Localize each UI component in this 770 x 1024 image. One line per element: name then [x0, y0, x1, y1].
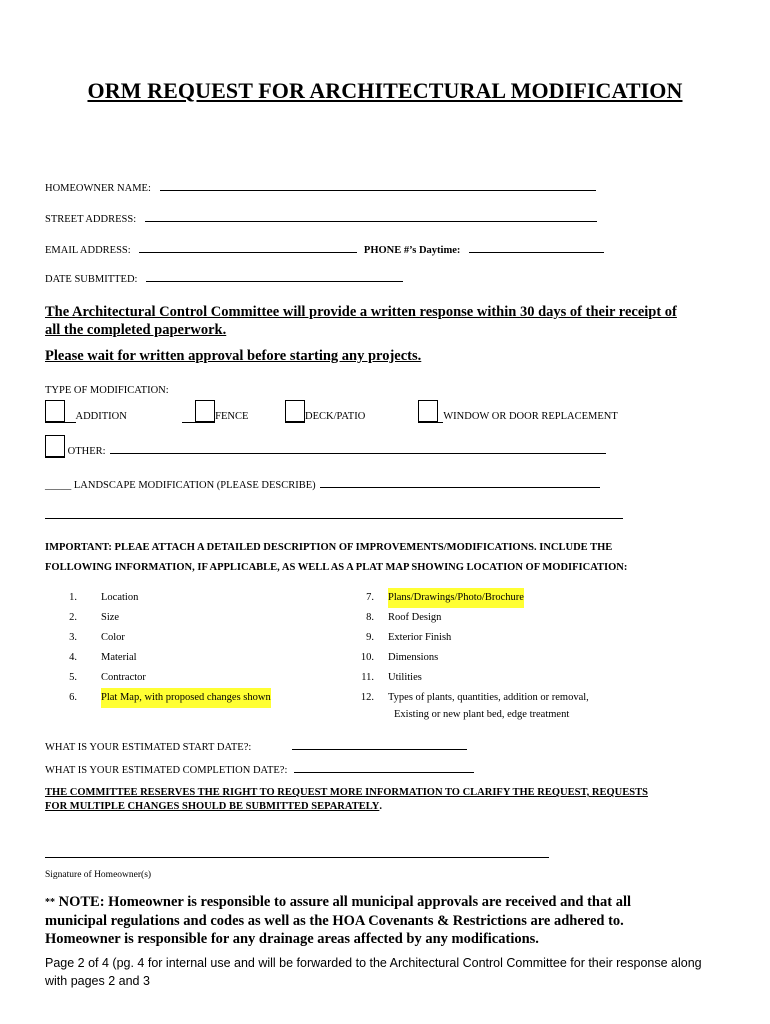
list-item-text: Material	[101, 652, 137, 663]
list-item-number: 5.	[69, 672, 77, 683]
completion-date-label: WHAT IS YOUR ESTIMATED COMPLETION DATE?:	[45, 765, 288, 776]
wait-notice: Please wait for written approval before starting any projects.	[45, 348, 422, 364]
important-line1: IMPORTANT: PLEAE ATTACH A DETAILED DESCRIPTION OF IMPROVEMENTS/MODIFICATIONS. INCLUDE THE	[45, 542, 613, 553]
other-label: OTHER:	[67, 446, 106, 457]
list-item-text: Contractor	[101, 672, 146, 683]
street-address-label: STREET ADDRESS:	[45, 214, 137, 225]
list-item-number: 10.	[360, 652, 374, 663]
footer-line2: with pages 2 and 3	[45, 974, 150, 988]
note-line3: Homeowner is responsible for any drainage areas affected by any modifications.	[45, 931, 539, 947]
list-item-text: Roof Design	[388, 612, 442, 623]
list-item-text: Types of plants, quantities, addition or removal,	[388, 692, 589, 703]
important-line2: FOLLOWING INFORMATION, IF APPLICABLE, AS WELL AS A PLAT MAP SHOWING LOCATION OF MODIFICATION:	[45, 562, 628, 573]
list-item-number: 8.	[366, 612, 374, 623]
list-item-text: Color	[101, 632, 125, 643]
start-date-row	[45, 739, 467, 753]
list-item-number: 6.	[69, 692, 77, 703]
list-item-number: 9.	[366, 632, 374, 643]
list-item-number: 4.	[69, 652, 77, 663]
list-item-text: Size	[101, 612, 120, 623]
email-address-field[interactable]	[139, 242, 357, 253]
email-phone-row	[45, 242, 604, 256]
landscape-field[interactable]	[320, 477, 600, 488]
list-item	[340, 688, 720, 708]
option-deck-patio[interactable]	[285, 400, 365, 423]
fence-checkbox[interactable]	[195, 400, 215, 422]
note-prefix: **	[45, 897, 55, 908]
date-submitted-row	[45, 271, 403, 285]
signature-line[interactable]	[45, 857, 549, 858]
option-addition[interactable]	[45, 400, 127, 423]
note-line2: municipal regulations and codes as well as the HOA Covenants & Restrictions are adhered to.	[45, 913, 624, 929]
start-date-field[interactable]	[292, 739, 467, 750]
date-submitted-label: DATE SUBMITTED:	[45, 274, 138, 285]
committee-line2: FOR MULTIPLE CHANGES SHOULD BE SUBMITTED SEPARATELY	[45, 801, 380, 812]
landscape-blank[interactable]: _____	[45, 480, 72, 491]
list-item	[340, 628, 720, 648]
response-notice-line1: The Architectural Control Committee will provide a written response within 30 days of their receipt of	[45, 304, 677, 320]
info-list-right	[340, 588, 720, 708]
committee-line1: THE COMMITTEE RESERVES THE RIGHT TO REQUEST MORE INFORMATION TO CLARIFY THE REQUEST, REQUESTS	[45, 787, 648, 798]
street-address-row	[45, 211, 597, 225]
list-item	[340, 588, 720, 608]
completion-date-field[interactable]	[294, 762, 474, 773]
other-field[interactable]	[110, 443, 606, 454]
option-window-door[interactable]	[418, 400, 618, 423]
list-item-text: Location	[101, 592, 139, 603]
list-item-number: 3.	[69, 632, 77, 643]
list-item-text: Utilities	[388, 672, 422, 683]
list-item-number: 7.	[366, 592, 374, 603]
list-item-number: 11.	[361, 672, 374, 683]
start-date-label: WHAT IS YOUR ESTIMATED START DATE?:	[45, 742, 252, 753]
landscape-label: LANDSCAPE MODIFICATION (PLEASE DESCRIBE)	[73, 480, 316, 491]
option-landscape	[45, 477, 600, 491]
email-address-label: EMAIL ADDRESS:	[45, 245, 131, 256]
modification-heading: TYPE OF MODIFICATION:	[45, 385, 169, 396]
footer-line1: Page 2 of 4 (pg. 4 for internal use and will be forwarded to the Architectural Control Committee for their response along	[45, 956, 702, 970]
important-instructions	[45, 538, 627, 578]
list-item	[340, 668, 720, 688]
homeowner-name-label: HOMEOWNER NAME:	[45, 183, 151, 194]
list-item-number: 2.	[69, 612, 77, 623]
response-notice-line2: all the completed paperwork.	[45, 322, 227, 338]
modification-options	[45, 400, 745, 430]
list-item-text: Plans/Drawings/Photo/Brochure	[388, 588, 524, 608]
landscape-description-line[interactable]	[45, 518, 623, 519]
window-door-label: WINDOW OR DOOR REPLACEMENT	[443, 411, 618, 422]
deck-patio-label: DECK/PATIO	[305, 411, 366, 422]
response-notice	[45, 303, 677, 339]
list-item-text: Plat Map, with proposed changes shown	[101, 688, 271, 708]
option-other	[45, 435, 606, 458]
window-door-checkbox[interactable]	[418, 400, 438, 422]
homeowner-name-field[interactable]	[160, 180, 596, 191]
committee-line2-end: .	[379, 801, 382, 812]
page-footer	[45, 954, 702, 990]
list-item-text: Dimensions	[388, 652, 439, 663]
list-item-12-continued: Existing or new plant bed, edge treatment	[394, 709, 570, 720]
list-item-number: 1.	[69, 592, 77, 603]
signature-label: Signature of Homeowner(s)	[45, 870, 152, 880]
other-checkbox[interactable]	[45, 435, 65, 457]
completion-date-row	[45, 762, 474, 776]
list-item-number: 12.	[360, 692, 374, 703]
phone-field[interactable]	[469, 242, 604, 253]
list-item	[340, 648, 720, 668]
fence-label: FENCE	[215, 411, 249, 422]
list-item	[340, 608, 720, 628]
committee-notice	[45, 786, 648, 814]
deck-patio-checkbox[interactable]	[285, 400, 305, 422]
street-address-field[interactable]	[145, 211, 597, 222]
homeowner-note	[45, 893, 631, 948]
page-title: ORM REQUEST FOR ARCHITECTURAL MODIFICATION	[87, 78, 683, 103]
date-submitted-field[interactable]	[146, 271, 403, 282]
addition-checkbox[interactable]	[45, 400, 65, 422]
phone-label: PHONE #’s Daytime:	[363, 245, 461, 256]
note-line1: NOTE: Homeowner is responsible to assure all municipal approvals are received and that all	[58, 894, 631, 910]
addition-label: ADDITION	[75, 411, 127, 422]
list-item-text: Exterior Finish	[388, 632, 452, 643]
option-fence[interactable]	[182, 400, 248, 423]
homeowner-name-row	[45, 180, 596, 194]
